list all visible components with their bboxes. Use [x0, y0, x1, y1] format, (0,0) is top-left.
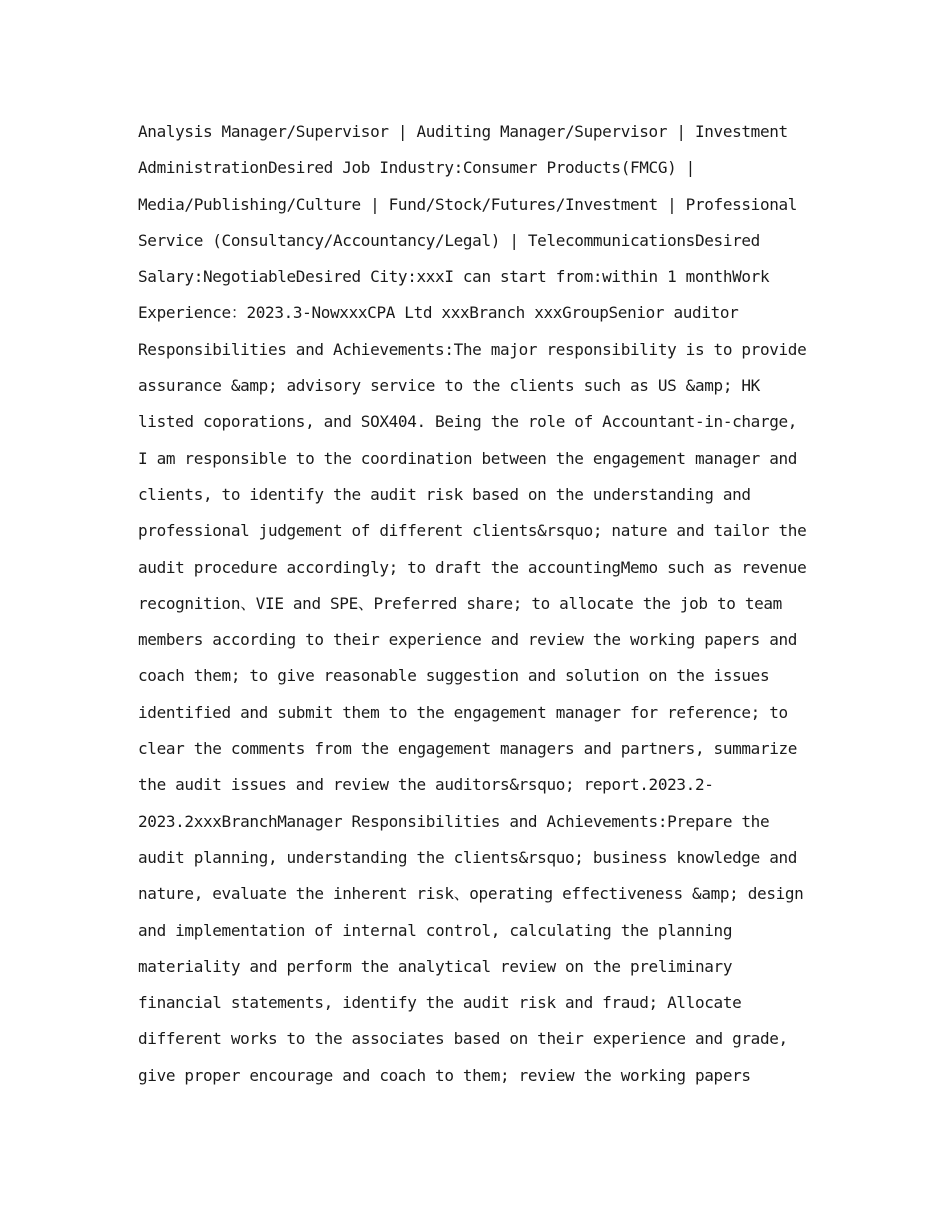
text-line: listed coporations, and SOX404. Being the role of Accountant-in-charge,	[138, 412, 798, 432]
text-line: professional judgement of different clients&rsquo; nature and tailor the	[138, 521, 807, 541]
text-line: I am responsible to the coordination between the engagement manager and	[138, 448, 798, 468]
text-line: Analysis Manager/Supervisor | Auditing Manager/Supervisor | Investment	[138, 122, 788, 141]
text-line: and implementation of internal control, calculating the planning	[138, 920, 733, 940]
text-line: give proper encourage and coach to them; review the working papers	[138, 1065, 751, 1085]
document-body	[138, 114, 828, 1094]
text-line: clients, to identify the audit risk based on the understanding and	[138, 484, 751, 504]
text-line: AdministrationDesired Job Industry:Consumer Products(FMCG) |	[138, 158, 695, 178]
text-line: members according to their experience and review the working papers and	[138, 630, 798, 650]
text-line: financial statements, identify the audit risk and fraud; Allocate	[138, 993, 742, 1013]
text-line: nature, evaluate the inherent risk、operating effectiveness &amp; design	[138, 884, 804, 904]
text-line: Experience：2023.3-NowxxxCPA Ltd xxxBranch xxxGroupSenior auditor	[138, 303, 739, 323]
text-line: Service (Consultancy/Accountancy/Legal) | TelecommunicationsDesired	[138, 230, 760, 250]
text-line: audit procedure accordingly; to draft the accountingMemo such as revenue	[138, 557, 807, 577]
text-line: recognition、VIE and SPE、Preferred share; to allocate the job to team	[138, 593, 782, 613]
text-line: the audit issues and review the auditors&rsquo; report.2023.2-	[138, 775, 714, 795]
text-line: coach them; to give reasonable suggestion and solution on the issues	[138, 666, 770, 686]
text-line: Salary:NegotiableDesired City:xxxI can start from:within 1 monthWork	[138, 267, 770, 287]
text-line: audit planning, understanding the clients&rsquo; business knowledge and	[138, 847, 798, 867]
text-line: clear the comments from the engagement managers and partners, summarize	[138, 739, 798, 759]
text-line: identified and submit them to the engagement manager for reference; to	[138, 702, 788, 722]
text-line: materiality and perform the analytical review on the preliminary	[138, 956, 733, 976]
text-line: Responsibilities and Achievements:The major responsibility is to provide	[138, 339, 807, 359]
text-line: different works to the associates based on their experience and grade,	[138, 1029, 788, 1049]
text-line: 2023.2xxxBranchManager Responsibilities and Achievements:Prepare the	[138, 811, 770, 831]
text-line: Media/Publishing/Culture | Fund/Stock/Futures/Investment | Professional	[138, 194, 798, 214]
text-line: assurance &amp; advisory service to the clients such as US &amp; HK	[138, 376, 760, 396]
